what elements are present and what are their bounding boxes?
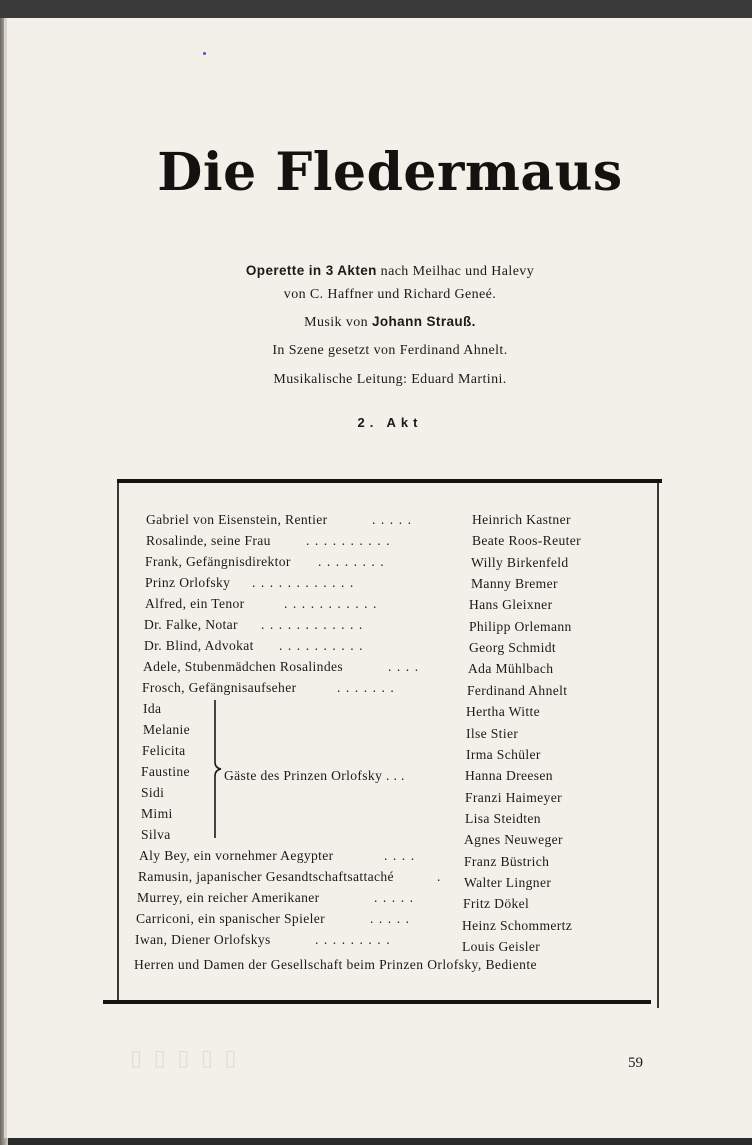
leader-dots: ............ [261, 617, 368, 632]
cast-actor: Franz Büstrich [464, 853, 550, 869]
cast-actor: Willy Birkenfeld [471, 554, 569, 570]
guests-label: Gäste des Prinzen Orlofsky . . . [224, 768, 405, 783]
leader-dots: .......... [279, 638, 368, 653]
extras-line: Herren und Damen der Gesellschaft beim Prinzen Orlofsky, Bediente [134, 957, 537, 972]
cast-actor: Manny Bremer [471, 576, 558, 591]
cast-role: Prinz Orlofsky [145, 575, 231, 590]
music-credit-prefix: Musik von [304, 315, 372, 330]
leader-dots: ........... [284, 596, 382, 611]
cast-role: Frosch, Gefängnisaufseher [142, 680, 297, 695]
cast-actor: Ferdinand Ahnelt [467, 682, 568, 698]
cast-role: Adele, Stubenmädchen Rosalindes [143, 659, 343, 674]
cast-role: Ida [143, 701, 162, 716]
cast-role: Murrey, ein reicher Amerikaner [137, 890, 320, 905]
leader-dots: .......... [306, 533, 395, 548]
leader-dots: ............ [252, 575, 359, 590]
cast-role: Aly Bey, ein vornehmer Aegypter [139, 848, 334, 863]
cast-actor: Louis Geisler [462, 939, 541, 954]
cast-actor: Lisa Steidten [465, 810, 541, 826]
cast-role: Felicita [142, 743, 186, 758]
leader-dots: .... [388, 659, 424, 674]
cast-actor: Hertha Witte [466, 704, 540, 720]
subtitle-line-2: von C. Haffner und Richard Geneé. [283, 287, 497, 302]
cast-role: Mimi [141, 806, 173, 821]
cast-actor: Fritz Dökel [463, 896, 530, 912]
cast-role: Silva [141, 827, 171, 842]
page-number: 59 [628, 1055, 643, 1071]
page-title: Die Fledermaus [157, 142, 623, 203]
cast-role: Carriconi, ein spanischer Spieler [136, 911, 325, 926]
cast-actor: Agnes Neuweger [464, 832, 563, 848]
act-heading: 2. Akt [357, 415, 423, 430]
cast-role: Ramusin, japanischer Gesandtschaftsattaché [138, 869, 394, 884]
leader-dots: ..... [372, 512, 417, 527]
cast-role: Gabriel von Eisenstein, Rentier [146, 512, 328, 527]
conductor-credit: Musikalische Leitung: Eduard Martini. [273, 372, 507, 387]
leader-dots: . [437, 869, 446, 884]
cast-actor: Philipp Orlemann [469, 618, 572, 634]
leader-dots: ........ [318, 554, 390, 569]
cast-role: Faustine [141, 764, 190, 779]
cast-actor: Heinrich Kastner [472, 512, 571, 527]
cast-actor: Ilse Stier [466, 725, 519, 741]
cast-role: Frank, Gefängnisdirektor [145, 554, 291, 569]
staging-credit: In Szene gesetzt von Ferdinand Ahnelt. [272, 343, 508, 358]
leader-dots: .... [384, 848, 420, 863]
cast-actor: Hans Gleixner [469, 597, 553, 613]
leader-dots: ..... [370, 911, 415, 926]
leader-dots: ......... [315, 932, 396, 947]
cast-actor: Hanna Dreesen [465, 768, 553, 784]
operette-label: Operette in 3 Akten [245, 263, 377, 278]
cast-actor: Heinz Schommertz [462, 917, 573, 933]
composer-name: Johann Strauß. [371, 314, 476, 329]
cast-actor: Beate Roos-Reuter [472, 533, 582, 549]
cast-actor: Ada Mühlbach [468, 661, 554, 677]
cast-actor: Irma Schüler [466, 746, 541, 762]
cast-actor: Walter Lingner [464, 874, 552, 890]
leader-dots: ..... [374, 890, 419, 905]
cast-actor: Franzi Haimeyer [465, 789, 562, 805]
cast-role: Rosalinde, seine Frau [146, 533, 271, 548]
cast-role: Melanie [143, 722, 190, 737]
leader-dots: ....... [337, 680, 400, 695]
operette-authors: nach Meilhac und Halevy [376, 264, 535, 279]
cast-role: Dr. Falke, Notar [144, 617, 238, 632]
cast-actor: Georg Schmidt [469, 640, 556, 656]
bleed-through-text: ▯ ▯ ▯ ▯ ▯ [130, 1045, 240, 1070]
cast-role: Dr. Blind, Advokat [144, 638, 254, 653]
cast-role: Sidi [141, 785, 165, 800]
cast-role: Iwan, Diener Orlofskys [135, 932, 271, 947]
cast-role: Alfred, ein Tenor [145, 596, 245, 611]
